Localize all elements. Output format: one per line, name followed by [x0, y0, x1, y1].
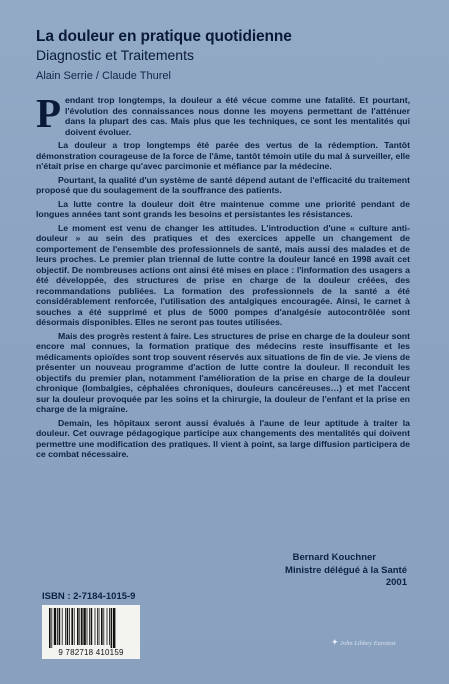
isbn-label: ISBN : 2-7184-1015-9	[42, 591, 136, 602]
blurb-paragraph-1: Pendant trop longtemps, la douleur a été vécue comme une fatalité. Et pourtant, l'évolution des connaissances nous donne les moyens permettant de l'atténuer dans la plupart des cas. Mais plus que les techniques, ce sont les mentalités qui doivent évoluer.	[36, 90, 410, 137]
blurb-paragraph-7: Demain, les hôpitaux seront aussi évalués à l'aune de leur aptitude à traiter la douleur. Cet ouvrage pédagogique participe aux changements des mentalités qui doivent permettre une modification des pratiques. Il vient à point, sa large diffusion participera de ce combat nécessaire.	[36, 417, 410, 459]
blurb-paragraph-3: Pourtant, la qualité d'un système de santé dépend autant de l'efficacité du traitement proposé que du soulagement de la souffrance des patients.	[36, 174, 410, 195]
blurb-paragraph-5: Le moment est venu de changer les attitudes. L'introduction d'une « culture anti-douleur » au sein des pratiques et des exercices appelle un changement de comportement de l'ensemble des professionnels de santé, mais aussi des malades et de leurs proches. Le premier plan triennal de lutte contre la douleur lancé en 1998 avait cet objectif. De nombreuses actions ont ainsi été mises en place : l'information des usagers a été développée, des structures de prise en charge de la douleur créées, des recommandations publiées. La formation des professionnels de la santé a été considérablement renforcée, l'utilisation des antalgiques encouragée. Ainsi, le carnet à souches a été supprimé et plus de 5000 pompes d'analgésie autocontrôlée sont désormais disponibles. Elles ne seront pas toutes utilisées.	[36, 222, 410, 327]
barcode-bars	[48, 608, 134, 648]
signature-year: 2001	[385, 577, 407, 588]
drop-cap: P	[36, 90, 62, 136]
publisher-star-icon: ✦	[331, 637, 339, 647]
barcode	[42, 605, 140, 659]
signature-block	[247, 552, 407, 590]
blurb-paragraph-2: La douleur a trop longtemps été parée des vertus de la rédemption. Tantôt démonstration courageuse de la force de l'âme, tantôt témoin utile du mal à surveiller, elle n'était prise en charge qu'avec parcimonie et méfiance par la médecine.	[36, 140, 410, 171]
signature-role: Ministre délégué à la Santé	[285, 564, 407, 576]
blurb-text	[36, 90, 410, 463]
blurb-paragraph-4: La lutte contre la douleur doit être maintenue comme une priorité pendant de longues années tant sont grands les besoins et persistantes les résistances.	[36, 198, 410, 219]
signature-name: Bernard Kouchner	[292, 552, 376, 563]
book-authors: Alain Serrie / Claude Thurel	[36, 70, 171, 82]
barcode-number: 9 782718 410159	[58, 648, 124, 657]
book-title: La douleur en pratique quotidienne	[36, 28, 292, 45]
book-subtitle: Diagnostic et Traitements	[36, 47, 194, 63]
blurb-paragraph-6: Mais des progrès restent à faire. Les structures de prise en charge de la douleur sont encore mal connues, la formation pratique des médecins reste insuffisante et les médicaments opioïdes sont trop souvent réservés aux situations de fin de vie. Je viens de présenter un nouveau programme d'action de lutte contre la douleur. Il reconduit les objectifs du premier plan, notamment l'amélioration de la prise en charge de la douleur chronique (lombalgies, céphalées chroniques, douleurs cancéreuses…) et met l'accent sur la douleur provoquée par les soins et la chirurgie, la douleur de l'enfant et la prise en charge de la migraine.	[36, 330, 410, 414]
publisher-logo: John Libbey Eurotext	[340, 640, 396, 647]
